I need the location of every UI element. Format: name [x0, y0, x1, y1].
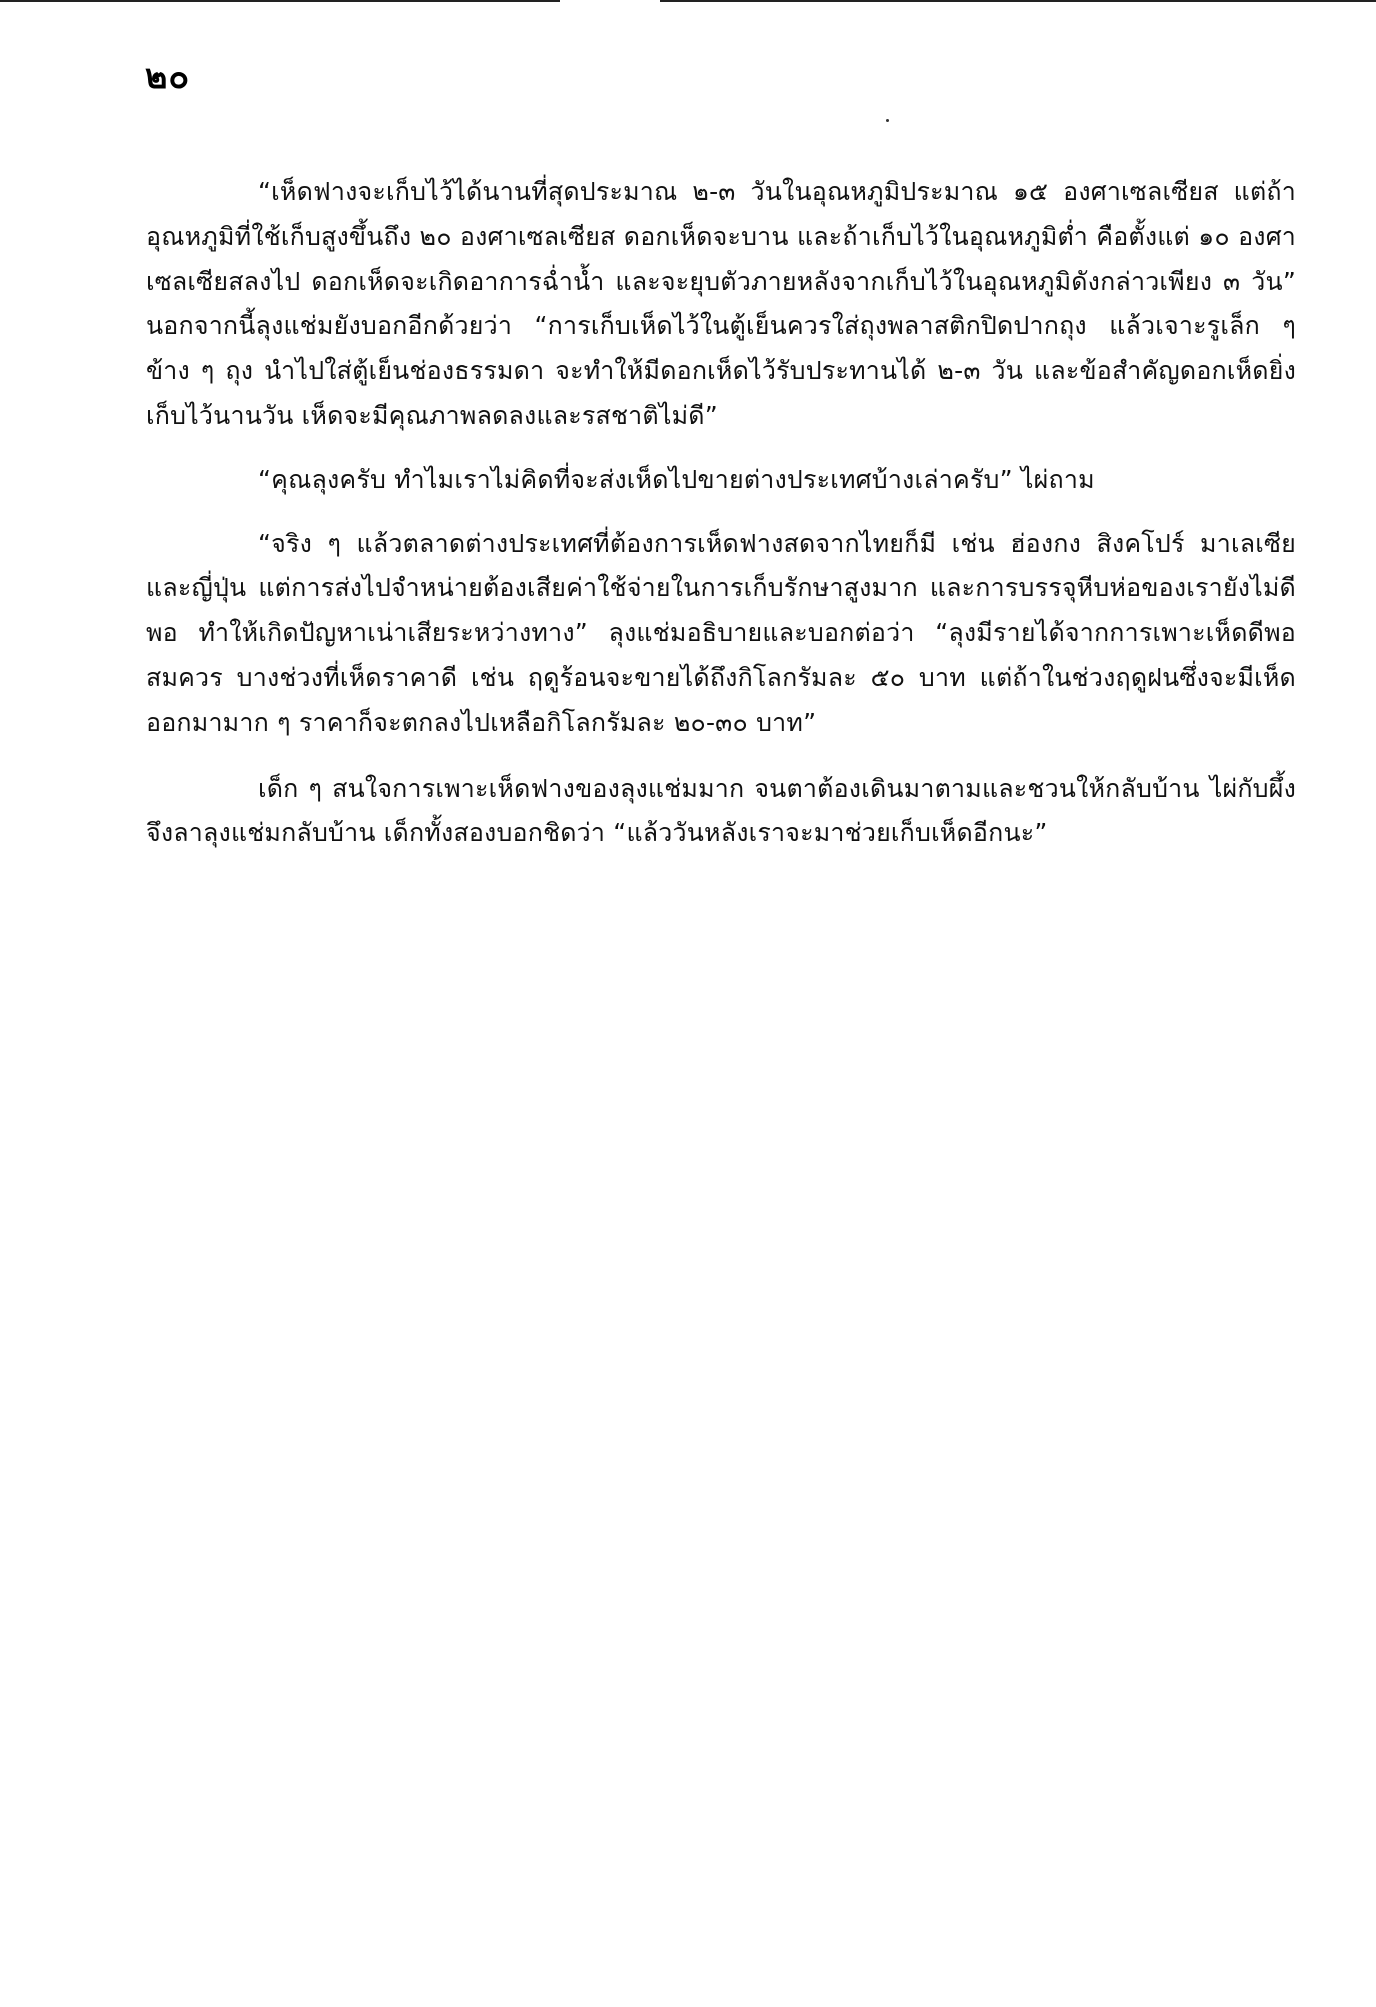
paragraph-1: “เห็ดฟางจะเก็บไว้ได้นานที่สุดประมาณ ๒-๓ วันในอุณหภูมิประมาณ ๑๕ องศาเซลเซียส แต่ถ้าอุณหภูมิที่ใช้เก็บสูงขึ้นถึง ๒๐ องศาเซลเซียส ดอกเห็ดจะบาน และถ้าเก็บไว้ในอุณหภูมิต่ำ คือตั้งแต่ ๑๐ องศาเซลเซียสลงไป ดอกเห็ดจะเกิดอาการฉ่ำน้ำ และจะยุบตัวภายหลังจากเก็บไว้ในอุณหภูมิดังกล่าวเพียง ๓ วัน” นอกจากนี้ลุงแช่มยังบอกอีกด้วยว่า “การเก็บเห็ดไว้ในตู้เย็นควรใส่ถุงพลาสติกปิดปากถุง แล้วเจาะรูเล็ก ๆ ข้าง ๆ ถุง นำไปใส่ตู้เย็นช่องธรรมดา จะทำให้มีดอกเห็ดไว้รับประทานได้ ๒-๓ วัน และข้อสำคัญดอกเห็ดยิ่งเก็บไว้นานวัน เห็ดจะมีคุณภาพลดลงและรสชาติไม่ดี” [146, 177, 1296, 430]
paragraph-2: “คุณลุงครับ ทำไมเราไม่คิดที่จะส่งเห็ดไปขายต่างประเทศบ้างเล่าครับ” ไผ่ถาม [258, 464, 1095, 494]
paragraph-4: เด็ก ๆ สนใจการเพาะเห็ดฟางของลุงแช่มมาก จนตาต้องเดินมาตามและชวนให้กลับบ้าน ไผ่กับผึ้งจึงลาลุงแช่มกลับบ้าน เด็กทั้งสองบอกชิดว่า “แล้ววันหลังเราจะมาช่วยเก็บเห็ดอีกนะ” [146, 773, 1296, 848]
top-border-left [0, 0, 560, 2]
body-text [146, 170, 1296, 856]
paragraph-3: “จริง ๆ แล้วตลาดต่างประเทศที่ต้องการเห็ดฟางสดจากไทยก็มี เช่น ฮ่องกง สิงคโปร์ มาเลเซีย และญี่ปุ่น แต่การส่งไปจำหน่ายต้องเสียค่าใช้จ่ายในการเก็บรักษาสูงมาก และการบรรจุหีบห่อของเรายังไม่ดีพอ ทำให้เกิดปัญหาเน่าเสียระหว่างทาง” ลุงแช่มอธิบายและบอกต่อว่า “ลุงมีรายได้จากการเพาะเห็ดดีพอสมควร บางช่วงที่เห็ดราคาดี เช่น ฤดูร้อนจะขายได้ถึงกิโลกรัมละ ๕๐ บาท แต่ถ้าในช่วงฤดูฝนซึ่งจะมีเห็ดออกมามาก ๆ ราคาก็จะตกลงไปเหลือกิโลกรัมละ ๒๐-๓๐ บาท” [146, 528, 1296, 737]
scan-speck [886, 119, 889, 122]
top-border-right [660, 0, 1376, 2]
page-number: ๒๐ [145, 57, 191, 97]
